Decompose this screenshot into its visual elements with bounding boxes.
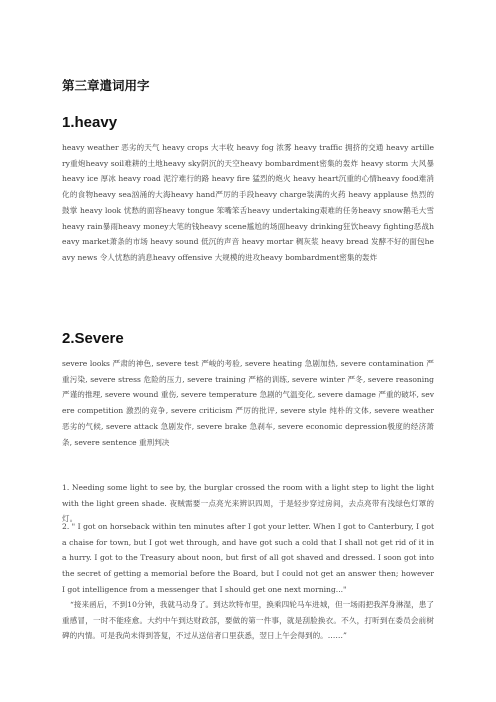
heavy-collocations-paragraph: heavy weather 恶劣的天气 heavy crops 大丰收 heavy fog 浓雾 heavy traffic 拥挤的交通 heavy artillery重炮heavy soil难耕的土地heavy sky阴沉的天空heavy bombardment密集的轰炸 heavy storm 大风暴 heavy ice 厚冰 heavy road 泥泞难行的路 heavy fire 猛烈的炮火 heavy heart沉重的心情heavy food难消化的食物heavy sea汹涌的大海heavy hand严厉的手段heavy charge装满的火药 heavy applause 热烈的鼓掌 heavy look 忧愁的面容heavy tongue 笨嘴笨舌heavy undertaking艰难的任务heavy snow鹅毛大雪heavy rain暴雨heavy money大笔的钱heavy scene尴尬的场面heavy drinking狂饮heavy fighting恶战heavy market萧条的市场 heavy sound 低沉的声音 heavy mortar 稠灰浆 heavy bread 发酵不好的面包heavy news 令人忧愁的消息heavy offensive 大规模的进攻heavy bombardment密集的轰炸 — [62, 143, 434, 262]
example-2-english-paragraph: 2. " I got on horseback within ten minutes after I got your letter. When I got to Canterbury, I got a chaise for town, but I got wet through, and have got such a cold that I shall not get rid of it in a hurry. I got to the Treasury about noon, but first of all got shaved and dressed. I soon got into the secret of getting a memorial before the Board, but I could not get an answer then; however I got intelligence from a messenger that I should get one next morning..." — [62, 522, 434, 594]
section-heading-heavy: 1.heavy — [62, 114, 118, 131]
section-heading-severe: 2.Severe — [62, 330, 124, 347]
severe-collocations-paragraph: severe looks 严肃的神色, severe test 严峻的考验, severe heating 急剧加热, severe contamination 严重污染, severe stress 危险的压力, severe training 严格的训练, severe winter 严冬, severe reasoning 严谨的推理, severe wound 重伤, severe temperature 急剧的气温变化, severe damage 严重的破坏, severe competition 激烈的竞争, severe criticism 严厉的批评, severe style 纯朴的文体, severe weather 恶劣的气候, severe attack 急剧发作, severe brake 急刹车, severe economic depression极度的经济萧条, severe sentence 重刑判决 — [62, 359, 434, 447]
example-1-paragraph: 1. Needing some light to see by, the burglar crossed the room with a light step to light the light with the light green shade. 夜贼需要一点亮光来辨识四周，于是轻步穿过房间，去点亮带有浅绿色灯罩的灯。 — [62, 483, 434, 524]
example-2-chinese-paragraph: “接来函后，不到10分钟，我就马动身了。到达坎特布里，换乘四轮马车进城，但一场雨把我浑身淋湿，患了重感冒，一时不能痊愈。大约中午到达财政部，要做的第一件事，就是刮脸换衣。不久，打听到在委员会前树碑的内情。可是我尚未得到答复，不过从送信者口里获悉，翌日上午会得到的。……” — [62, 600, 434, 641]
chapter-title: 第三章遣词用字 — [62, 78, 150, 93]
